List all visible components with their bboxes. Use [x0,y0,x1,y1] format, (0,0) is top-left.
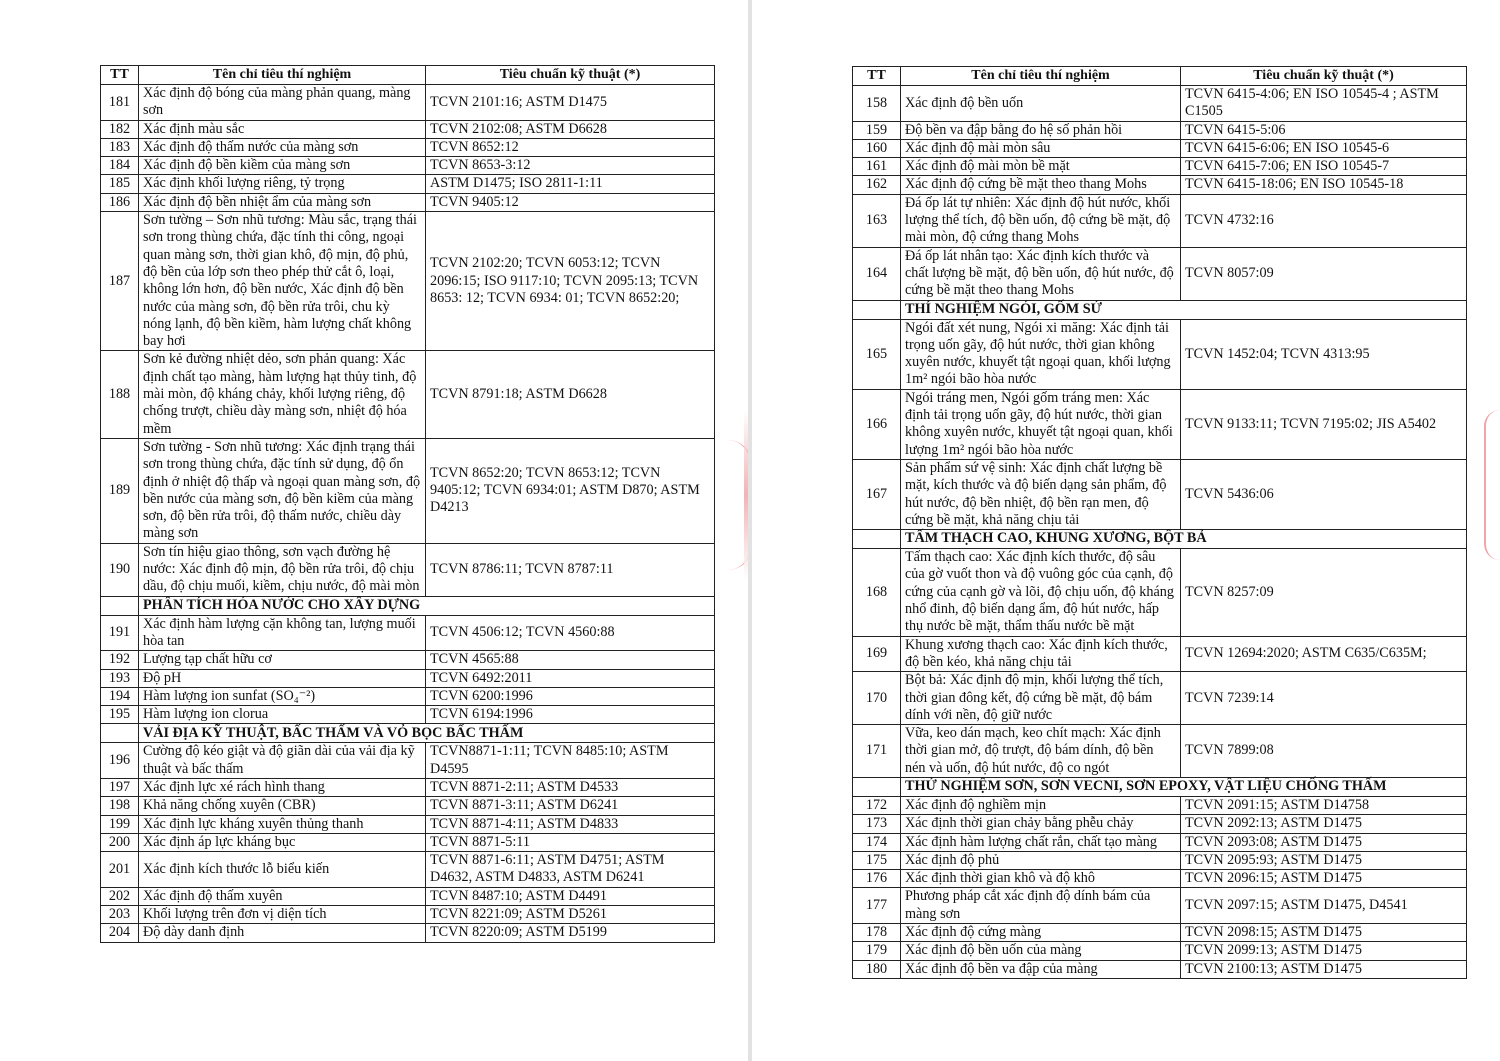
row-number: 161 [853,158,901,176]
test-name: Xác định độ nghiềm mịn [901,796,1181,814]
test-standard: TCVN 8257:09 [1181,549,1467,636]
test-standard: TCVN 2097:15; ASTM D1475, D4541 [1181,888,1467,924]
row-number: 162 [853,176,901,194]
table-row [853,176,1467,194]
test-standard: TCVN 7239:14 [1181,672,1467,725]
test-name: Xác định độ thấm nước của màng sơn [139,138,426,156]
test-name: Sơn kẻ đường nhiệt dẻo, sơn phản quang: Xác định chất tạo màng, hàm lượng hạt thủy tinh, độ mài mòn, độ kháng chảy, khối lượng riêng, độ chống trượt, chiều dày màng sơn, nhiệt độ hóa mềm [139,351,426,438]
table-row [853,139,1467,157]
section-title: THỬ NGHIỆM SƠN, SƠN VECNI, SƠN EPOXY, VẬT LIỆU CHỐNG THẤM [901,777,1467,796]
table-row [853,121,1467,139]
test-standard: TCVN 5436:06 [1181,459,1467,529]
test-standard: TCVN 6415-4:06; EN ISO 10545-4 ; ASTM C1505 [1181,86,1467,122]
header-tt: TT [853,67,901,86]
row-number: 160 [853,139,901,157]
row-number: 171 [853,725,901,778]
table-header [101,66,715,85]
test-standard: TCVN 2102:08; ASTM D6628 [426,120,715,138]
section-title: PHÂN TÍCH HÓA NƯỚC CHO XÂY DỰNG [139,596,715,615]
row-number: 164 [853,247,901,300]
table-row [853,459,1467,529]
row-number: 163 [853,194,901,247]
row-number: 177 [853,888,901,924]
page-right [752,0,1500,1061]
table-row [853,942,1467,960]
test-standard: TCVN 2091:15; ASTM D14758 [1181,796,1467,814]
test-name: Phương pháp cắt xác định độ dính bám của màng sơn [901,888,1181,924]
table-row [853,815,1467,833]
table-row [101,887,715,905]
table-row [101,797,715,815]
table-row [853,672,1467,725]
test-name: Xác định lực kháng xuyên thủng thanh [139,815,426,833]
header-standard: Tiêu chuẩn kỹ thuật (*) [1181,67,1467,86]
table-row [101,924,715,942]
test-name: Độ dày danh định [139,924,426,942]
test-standard: TCVN 2101:16; ASTM D1475 [426,85,715,121]
row-number: 184 [101,157,139,175]
section-row [101,724,715,743]
test-standard: TCVN 8220:09; ASTM D5199 [426,924,715,942]
test-name: Xác định độ cứng bề mặt theo thang Mohs [901,176,1181,194]
table-row [853,851,1467,869]
test-name: Sơn tường – Sơn nhũ tương: Màu sắc, trạng thái sơn trong thùng chứa, đặc tính thi công, ngoại quan màng sơn, thời gian khô, độ mịn, độ phủ, độ bền của lớp sơn theo phép thử cắt ô, loại, không lớn hơn, độ bền nước, Xác định độ bền nước của màng sơn, độ bền rửa trôi, chu kỳ nóng lạnh, độ bền kiềm, hàm lượng chất không bay hơi [139,212,426,351]
row-number: 166 [853,389,901,459]
test-name: Xác định hàm lượng chất rắn, chất tạo màng [901,833,1181,851]
section-tt-cell [853,777,901,796]
test-standard: TCVN 6492:2011 [426,669,715,687]
test-standard: TCVN 2092:13; ASTM D1475 [1181,815,1467,833]
test-name: Xác định khối lượng riêng, tỷ trọng [139,175,426,193]
row-number: 169 [853,636,901,672]
test-name: Khung xương thạch cao: Xác định kích thước, độ bền kéo, khả năng chịu tải [901,636,1181,672]
test-name: Hàm lượng ion sunfat (SO₄⁻²) [139,687,426,705]
row-number: 167 [853,459,901,529]
table-row [101,85,715,121]
test-standard: TCVN 8487:10; ASTM D4491 [426,887,715,905]
row-number: 190 [101,543,139,596]
test-standard: TCVN 9133:11; TCVN 7195:02; JIS A5402 [1181,389,1467,459]
table-row [853,924,1467,942]
test-standard: TCVN 2093:08; ASTM D1475 [1181,833,1467,851]
table-header [853,67,1467,86]
page-left [0,0,748,1061]
row-number: 191 [101,615,139,651]
table-row [853,960,1467,978]
test-name: Sơn tín hiệu giao thông, sơn vạch đường hệ nước: Xác định độ mịn, độ bền rửa trôi, độ chịu dầu, độ chịu muối, kiềm, chịu nước, độ mài mòn [139,543,426,596]
row-number: 172 [853,796,901,814]
table-row [101,778,715,796]
test-standard: TCVN8871-1:11; TCVN 8485:10; ASTM D4595 [426,743,715,779]
test-standard: TCVN 2096:15; ASTM D1475 [1181,870,1467,888]
test-standard: TCVN 8871-6:11; ASTM D4751; ASTM D4632, ASTM D4833, ASTM D6241 [426,852,715,888]
row-number: 200 [101,833,139,851]
row-number: 175 [853,851,901,869]
test-name: Xác định hàm lượng cặn không tan, lượng muối hòa tan [139,615,426,651]
table-row [101,833,715,851]
row-number: 180 [853,960,901,978]
row-number: 165 [853,319,901,389]
section-title: VẢI ĐỊA KỸ THUẬT, BẤC THẤM VÀ VỎ BỌC BẤC THẤM [139,724,715,743]
test-standard: TCVN 2098:15; ASTM D1475 [1181,924,1467,942]
row-number: 174 [853,833,901,851]
table-row [101,212,715,351]
row-number: 195 [101,706,139,724]
test-standard: TCVN 2102:20; TCVN 6053:12; TCVN 2096:15; ISO 9117:10; TCVN 2095:13; TCVN 8653: 12; TCVN 6934: 01; TCVN 8652:20; [426,212,715,351]
test-name: Xác định lực xé rách hình thang [139,778,426,796]
table-row [853,796,1467,814]
test-standard: TCVN 8786:11; TCVN 8787:11 [426,543,715,596]
table-row [853,319,1467,389]
section-row [853,300,1467,319]
test-name: Xác định độ phủ [901,851,1181,869]
table-row [101,175,715,193]
table-row [101,615,715,651]
table-row [853,725,1467,778]
table-row [101,852,715,888]
test-name: Khả năng chống xuyên (CBR) [139,797,426,815]
table-row [853,549,1467,636]
test-name: Xác định độ mài mòn sâu [901,139,1181,157]
table-row [853,158,1467,176]
test-name: Tấm thạch cao: Xác định kích thước, độ sâu của gờ vuốt thon và độ vuông góc của cạnh, độ cứng của cạnh gờ và lõi, độ chịu uốn, độ kháng nhổ đinh, độ biến dạng ẩm, độ hút nước, hấp thụ nước bề mặt, thẩm thấu nước bề mặt [901,549,1181,636]
test-name: Sản phẩm sứ vệ sinh: Xác định chất lượng bề mặt, kích thước và độ biến dạng sản phẩm, độ hút nước, độ bền nhiệt, độ bền rạn men, độ cứng bề mặt, khả năng chịu tải [901,459,1181,529]
row-number: 204 [101,924,139,942]
row-number: 158 [853,86,901,122]
section-tt-cell [853,530,901,549]
test-name: Xác định độ bóng của màng phản quang, màng sơn [139,85,426,121]
test-standard: TCVN 6200:1996 [426,687,715,705]
test-standard: ASTM D1475; ISO 2811-1:11 [426,175,715,193]
table-row [853,888,1467,924]
section-tt-cell [101,724,139,743]
row-number: 203 [101,906,139,924]
header-name: Tên chỉ tiêu thí nghiệm [901,67,1181,86]
table-row [101,351,715,438]
test-name: Ngói tráng men, Ngói gốm tráng men: Xác định tải trọng uốn gãy, độ hút nước, thời gian không xuyên nước, khuyết tật ngoại quan, khối lượng 1m² ngói bão hòa nước [901,389,1181,459]
row-number: 176 [853,870,901,888]
test-standard: TCVN 8871-4:11; ASTM D4833 [426,815,715,833]
row-number: 178 [853,924,901,942]
row-number: 196 [101,743,139,779]
table-row [101,138,715,156]
table-row [101,120,715,138]
test-standard: TCVN 1452:04; TCVN 4313:95 [1181,319,1467,389]
test-name: Xác định độ bền kiềm của màng sơn [139,157,426,175]
test-standard: TCVN 4732:16 [1181,194,1467,247]
table-row [853,389,1467,459]
test-standard: TCVN 8871-2:11; ASTM D4533 [426,778,715,796]
test-standard: TCVN 2100:13; ASTM D1475 [1181,960,1467,978]
row-number: 170 [853,672,901,725]
test-name: Xác định độ bền va đập của màng [901,960,1181,978]
test-name: Cường độ kéo giật và độ giãn dài của vải địa kỹ thuật và bấc thấm [139,743,426,779]
test-name: Xác định thời gian chảy bằng phễu chảy [901,815,1181,833]
table-row [101,438,715,543]
table-row [101,669,715,687]
row-number: 186 [101,193,139,211]
section-row [853,777,1467,796]
section-tt-cell [853,300,901,319]
test-standard: TCVN 8057:09 [1181,247,1467,300]
row-number: 179 [853,942,901,960]
test-standard: TCVN 12694:2020; ASTM C635/C635M; [1181,636,1467,672]
test-table-left [100,65,715,943]
row-number: 185 [101,175,139,193]
table-row [101,157,715,175]
section-title: TẤM THẠCH CAO, KHUNG XƯƠNG, BỘT BẢ [901,530,1467,549]
row-number: 202 [101,887,139,905]
row-number: 198 [101,797,139,815]
row-number: 181 [101,85,139,121]
red-stamp-fragment [1484,410,1500,560]
table-row [853,636,1467,672]
row-number: 197 [101,778,139,796]
test-name: Xác định màu sắc [139,120,426,138]
test-standard: TCVN 6415-6:06; EN ISO 10545-6 [1181,139,1467,157]
row-number: 194 [101,687,139,705]
row-number: 192 [101,651,139,669]
header-tt: TT [101,66,139,85]
test-standard: TCVN 8652:20; TCVN 8653:12; TCVN 9405:12; TCVN 6934:01; ASTM D870; ASTM D4213 [426,438,715,543]
header-standard: Tiêu chuẩn kỹ thuật (*) [426,66,715,85]
section-row [853,530,1467,549]
test-table-right [852,66,1467,979]
table-row [853,247,1467,300]
test-name: Xác định độ mài mòn bề mặt [901,158,1181,176]
table-row [853,194,1467,247]
row-number: 168 [853,549,901,636]
row-number: 183 [101,138,139,156]
test-standard: TCVN 6415-5:06 [1181,121,1467,139]
test-name: Đá ốp lát nhân tạo: Xác định kích thước và chất lượng bề mặt, độ bền uốn, độ hút nước, độ cứng bề mặt theo thang Mohs [901,247,1181,300]
test-name: Xác định độ thấm xuyên [139,887,426,905]
test-name: Lượng tạp chất hữu cơ [139,651,426,669]
test-standard: TCVN 6194:1996 [426,706,715,724]
table-row [853,833,1467,851]
test-name: Hàm lượng ion clorua [139,706,426,724]
row-number: 187 [101,212,139,351]
table-row [101,193,715,211]
test-name: Xác định độ bền uốn của màng [901,942,1181,960]
test-name: Xác định thời gian khô và độ khô [901,870,1181,888]
row-number: 159 [853,121,901,139]
table-row [101,743,715,779]
test-name: Sơn tường - Sơn nhũ tương: Xác định trạng thái sơn trong thùng chứa, đặc tính sử dụng, độ ổn định ở nhiệt độ thấp và ngoại quan màng sơn, độ bền nước của màng sơn, độ bền kiềm của màng sơn, độ bền rửa trôi, độ thấm nước, chiều dày màng sơn [139,438,426,543]
test-name: Xác định độ bền nhiệt ẩm của màng sơn [139,193,426,211]
row-number: 201 [101,852,139,888]
test-name: Ngói đất xét nung, Ngói xi măng: Xác định tải trọng uốn gãy, độ hút nước, thời gian không xuyên nước, khuyết tật ngoại quan, khối lượng 1m² ngói bão hòa nước [901,319,1181,389]
row-number: 193 [101,669,139,687]
test-name: Đá ốp lát tự nhiên: Xác định độ hút nước, khối lượng thể tích, độ bền uốn, độ cứng bề mặt, độ mài mòn, độ cứng thang Mohs [901,194,1181,247]
row-number: 173 [853,815,901,833]
test-standard: TCVN 2099:13; ASTM D1475 [1181,942,1467,960]
table-row [101,906,715,924]
section-row [101,596,715,615]
test-standard: TCVN 4565:88 [426,651,715,669]
test-standard: TCVN 8653-3:12 [426,157,715,175]
test-name: Độ pH [139,669,426,687]
test-standard: TCVN 8652:12 [426,138,715,156]
test-name: Xác định áp lực kháng bục [139,833,426,851]
test-name: Độ bền va đập bằng đo hệ số phản hồi [901,121,1181,139]
test-standard: TCVN 8871-3:11; ASTM D6241 [426,797,715,815]
table-row [101,543,715,596]
test-standard: TCVN 7899:08 [1181,725,1467,778]
table-row [853,870,1467,888]
table-row [853,86,1467,122]
row-number: 189 [101,438,139,543]
test-standard: TCVN 4506:12; TCVN 4560:88 [426,615,715,651]
test-name: Xác định độ bền uốn [901,86,1181,122]
table-row [101,687,715,705]
section-tt-cell [101,596,139,615]
test-standard: TCVN 9405:12 [426,193,715,211]
table-row [101,651,715,669]
test-name: Vữa, keo dán mạch, keo chít mạch: Xác định thời gian mở, độ trượt, độ bám dính, độ bền nén và uốn, độ hút nước, độ co ngót [901,725,1181,778]
test-name: Bột bả: Xác định độ mịn, khối lượng thể tích, thời gian đông kết, độ cứng bề mặt, độ bám dính với nền, độ giữ nước [901,672,1181,725]
row-number: 182 [101,120,139,138]
header-name: Tên chỉ tiêu thí nghiệm [139,66,426,85]
test-name: Xác định kích thước lỗ biểu kiến [139,852,426,888]
test-standard: TCVN 8791:18; ASTM D6628 [426,351,715,438]
test-name: Xác định độ cứng màng [901,924,1181,942]
test-standard: TCVN 2095:93; ASTM D1475 [1181,851,1467,869]
test-standard: TCVN 6415-18:06; EN ISO 10545-18 [1181,176,1467,194]
test-name: Khối lượng trên đơn vị diện tích [139,906,426,924]
test-standard: TCVN 8871-5:11 [426,833,715,851]
section-title: THÍ NGHIỆM NGÓI, GỐM SỨ [901,300,1467,319]
table-row [101,815,715,833]
test-standard: TCVN 6415-7:06; EN ISO 10545-7 [1181,158,1467,176]
row-number: 188 [101,351,139,438]
row-number: 199 [101,815,139,833]
table-row [101,706,715,724]
test-standard: TCVN 8221:09; ASTM D5261 [426,906,715,924]
